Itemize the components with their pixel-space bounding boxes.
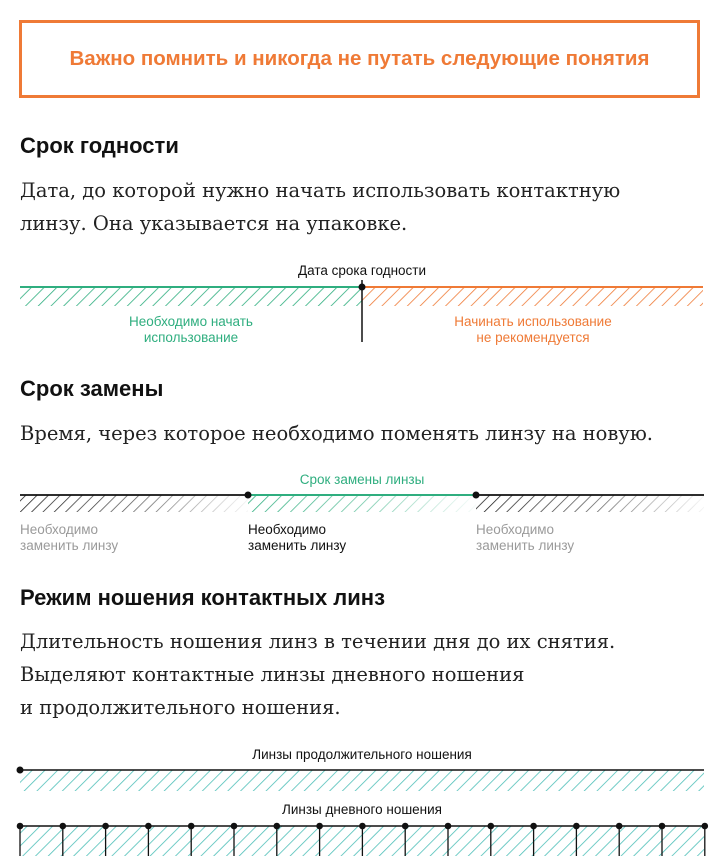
expiry-marker-label: Дата срока годности xyxy=(297,263,427,278)
replacement-point-1 xyxy=(245,492,252,499)
section-heading-expiry: Срок годности xyxy=(20,133,179,158)
label-line: использование xyxy=(143,330,239,345)
section-body-wearing-mode xyxy=(20,625,710,724)
body-line: Время, через которое необходимо поменять линзу на новую. xyxy=(20,422,654,445)
daily-tick-dot xyxy=(402,823,409,830)
daily-tick-dot xyxy=(60,823,67,830)
expiry-left-label xyxy=(129,314,253,346)
label-line: Необходимо xyxy=(20,522,99,537)
daily-tick-dot xyxy=(274,823,281,830)
daily-wear-label: Линзы дневного ношения xyxy=(282,802,442,817)
section-heading-wearing-mode: Режим ношения контактных линз xyxy=(20,585,386,610)
daily-tick-dot xyxy=(231,823,238,830)
body-line: линзу. Она указывается на упаковке. xyxy=(20,212,408,235)
daily-tick-dot xyxy=(17,823,24,830)
replacement-point-2 xyxy=(473,492,480,499)
daily-tick-dot xyxy=(530,823,537,830)
label-line: Начинать использование xyxy=(454,314,612,329)
daily-tick-dot xyxy=(616,823,623,830)
section-heading-replacement: Срок замены xyxy=(20,376,164,401)
page-title: Важно помнить и никогда не путать следующие понятия xyxy=(69,47,650,70)
hatch-after-expiry xyxy=(362,287,703,306)
label-line: Необходимо xyxy=(476,522,555,537)
replacement-diagram xyxy=(20,492,704,513)
expiry-marker-dot xyxy=(359,284,366,291)
body-line: Выделяют контактные линзы дневного ношения xyxy=(20,663,525,686)
daily-tick-dot xyxy=(188,823,195,830)
label-line: заменить линзу xyxy=(248,538,347,553)
hatch-extended-wear xyxy=(20,770,704,791)
daily-tick-dot xyxy=(573,823,580,830)
extended-wear-start-dot xyxy=(17,767,24,774)
daily-tick-dot xyxy=(316,823,323,830)
body-line: Дата, до которой нужно начать использовать контактную xyxy=(20,179,621,202)
label-line: не рекомендуется xyxy=(476,330,590,345)
label-line: заменить линзу xyxy=(20,538,119,553)
daily-tick-dot xyxy=(488,823,495,830)
label-line: Необходимо xyxy=(248,522,327,537)
daily-tick-dot xyxy=(445,823,452,830)
body-line: и продолжительного ношения. xyxy=(20,696,341,719)
expiry-right-label xyxy=(454,314,611,346)
section-body-replacement xyxy=(20,417,710,450)
daily-tick-dot xyxy=(702,823,709,830)
hatch-before-expiry xyxy=(20,287,362,306)
daily-tick-dot xyxy=(102,823,109,830)
body-line: Длительность ношения линз в течении дня до их снятия. xyxy=(20,630,616,653)
daily-tick-dot xyxy=(145,823,152,830)
replacement-label-3 xyxy=(476,522,574,554)
label-line: Необходимо начать xyxy=(129,314,253,329)
replacement-label-2 xyxy=(248,522,346,554)
label-line: заменить линзу xyxy=(476,538,575,553)
daily-tick-dot xyxy=(659,823,666,830)
replacement-label-1 xyxy=(20,522,118,554)
extended-wear-label: Линзы продолжительного ношения xyxy=(252,747,472,762)
daily-tick-dot xyxy=(359,823,366,830)
replacement-period-label: Срок замены линзы xyxy=(299,472,425,487)
